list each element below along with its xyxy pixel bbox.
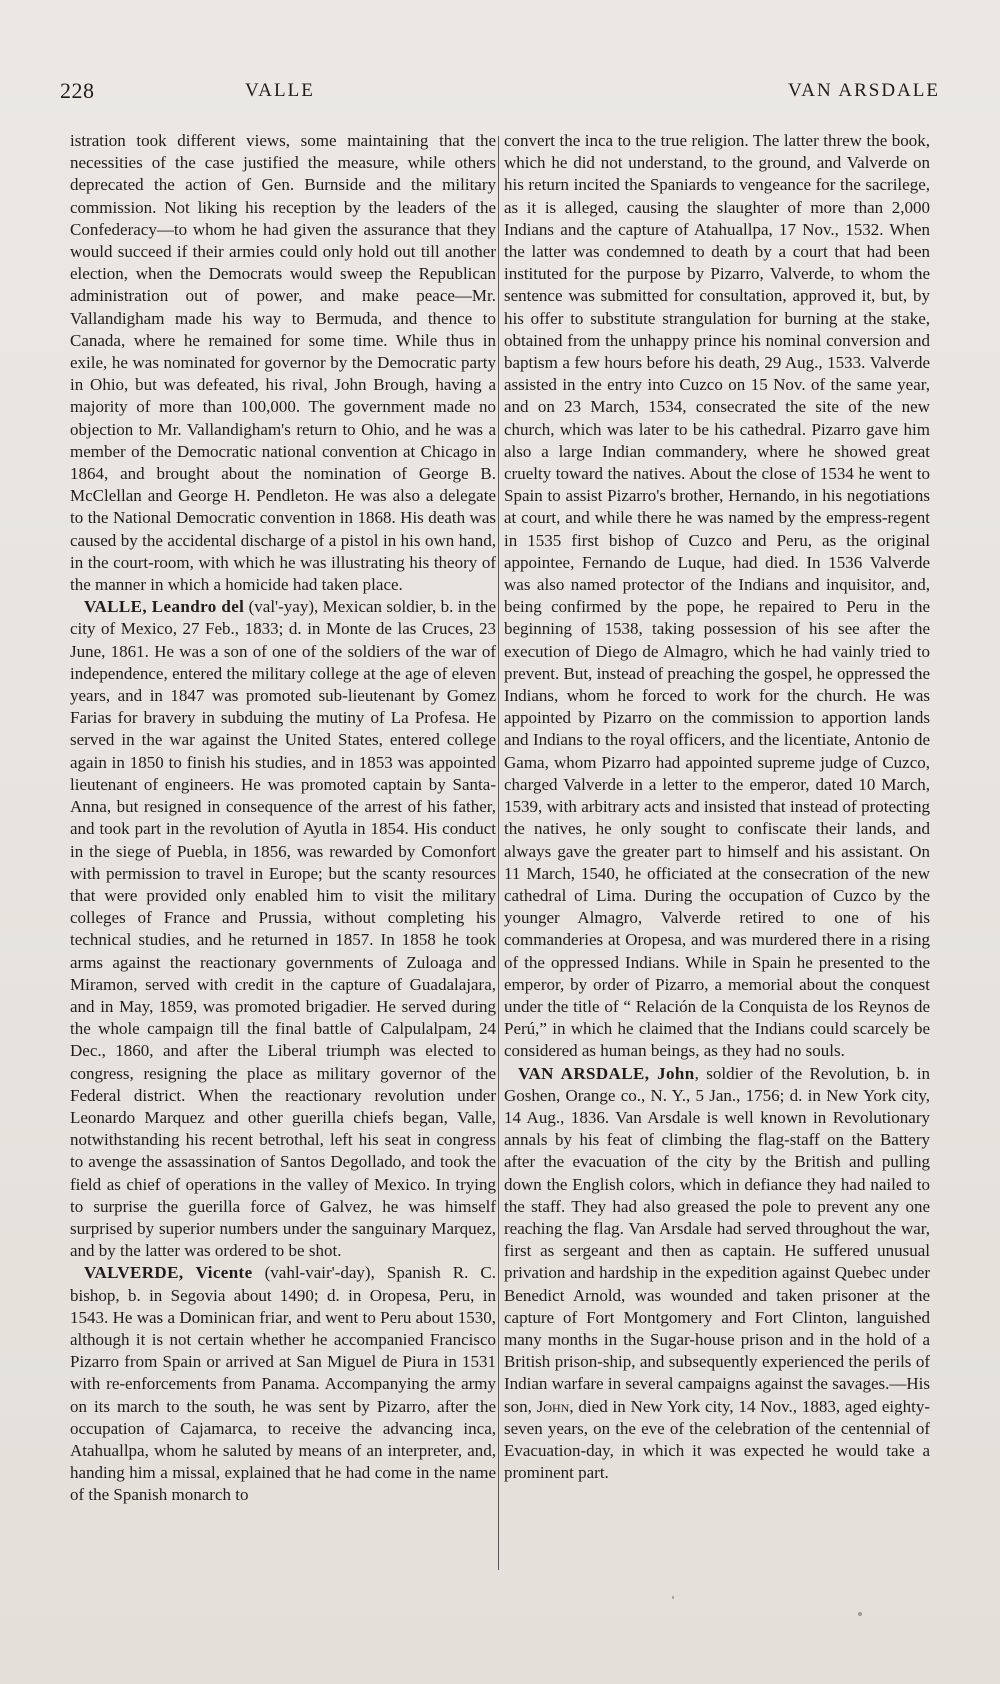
entry-van-arsdale [504, 1063, 930, 1485]
page-header [60, 78, 940, 118]
page-number: 228 [60, 78, 95, 103]
ink-speck [858, 1612, 862, 1616]
ink-speck [672, 1596, 674, 1599]
entry-body-valverde: (vahl-vair'-day), Spanish R. C. bishop, b. in Segovia about 1490; d. in Oropesa, Peru, in 1543. He was a Dominican friar, and went to Peru about 1530, although it is not certain whether he accompanied Francisco Pizarro from Spain or arrived at San Miguel de Piura in 1531 with re-enforcements from Panama. Accompanying the army on its march to the south, he was sent by Pizarro, after the occupation of Cajamarca, to receive the advancing inca, Atahuallpa, whom he saluted by means of an interpreter, and, handing him a missal, explained that he had come in the name of the Spanish monarch to [70, 1263, 497, 1505]
entry-body-valle: (val'-yay), Mexican soldier, b. in the city of Mexico, 27 Feb., 1833; d. in Monte de las Cruces, 23 June, 1861. He was a son of one of the soldiers of the war of independence, entered the military college at the age of eleven years, and in 1847 was promoted sub-lieutenant by Gomez Farias for bravery in subduing the mutiny of La Profesa. He served in the war against the United States, entered college again in 1850 to finish his studies, and in 1853 was appointed lieutenant of engineers. He was promoted captain by Santa-Anna, but resigned in consequence of the arrest of his father, and took part in the revolution of Ayutla in 1854. His conduct in the siege of Puebla, in 1856, was rewarded by Comonfort with permission to travel in Europe; but the scanty resources that were provided only enabled him to visit the military colleges of France and Prussia, without completing his technical studies, and he returned in 1857. In 1858 he took arms against the reactionary governments of Zuloaga and Miramon, served with credit in the capture of Guadalajara, and in May, 1859, was promoted brigadier. He served during the whole campaign till the final battle of Calpulalpam, 24 Dec., 1860, and after the Liberal triumph was elected to congress, resigning the place as military governor of the Federal district. When the reactionary revolution under Leonardo Marquez and other guerilla chiefs began, Valle, notwithstanding his recent betrothal, left his seat in congress to avenge the assassination of Santos Degollado, and took the field as chief of operations in the valley of Mexico. In trying to surprise the guerilla force of Galvez, he was himself surprised by superior numbers under the sanguinary Marquez, and by the latter was ordered to be shot. [70, 597, 496, 1261]
left-column [70, 130, 496, 1507]
entry-valverde [70, 1262, 496, 1506]
entry-head-van-arsdale: VAN ARSDALE, John [518, 1063, 695, 1083]
running-head-left: VALLE [245, 80, 315, 101]
text-columns [70, 130, 950, 1590]
entry-head-valverde: VALVERDE, Vicente [84, 1263, 253, 1283]
valverde-continuation: convert the inca to the true religion. The latter threw the book, which he did not understand, to the ground, and Valverde on his return incited the Spaniards to vengeance for the sacrilege, as it is alleged, causing the slaughter of more than 2,000 Indians and the capture of Atahuallpa, 17 Nov., 1532. When the latter was condemned to death by a court that had been instituted for the purpose by Pizarro, Valverde, to whom the sentence was submitted for consultation, approved it, but, by his offer to substitute strangulation for burning at the stake, obtained from the unhappy prince his nominal conversion and baptism a few hours before his death, 29 Aug., 1533. Valverde assisted in the entry into Cuzco on 15 Nov. of the same year, and on 23 March, 1534, consecrated the site of the new church, which was later to be his cathedral. Pizarro gave him also a large Indian commandery, where he showed great cruelty toward the natives. About the close of 1534 he went to Spain to assist Pizarro's brother, Hernando, in his negotiations at court, and while there he was named by the empress-regent in 1535 first bishop of Cuzco and Peru, as the original appointee, Fernando de Luque, had died. In 1536 Valverde was also named protector of the Indians and inquisitor, and, being confirmed by the pope, he repaired to Peru in the beginning of 1538, taking possession of his see after the execution of Diego de Almagro, which he had vainly tried to prevent. But, instead of preaching the gospel, he oppressed the Indians, whom he forced to work for the church. He was appointed by Pizarro on the commission to apportion lands and Indians to the royal officers, and the licentiate, Antonio de Gama, whom Pizarro had appointed supreme judge of Cuzco, charged Valverde in a letter to the emperor, dated 10 March, 1539, with arbitrary acts and insisted that instead of protecting the natives, he only sought to confiscate their lands, and always gave the greater part to himself and his assistant. On 11 March, 1540, he officiated at the consecration of the new cathedral of Lima. During the occupation of Cuzco by the younger Almagro, Valverde retired to one of his commanderies at Oropesa, and was murdered there in a rising of the oppressed Indians. While in Spain he presented to the emperor, by order of Pizarro, a memorial about the conquest under the title of “ Relación de la Conquista de los Reynos de Perú,” in which he claimed that the Indians could scarcely be considered as human beings, as they had no souls. [504, 131, 930, 1061]
entry-body-van-arsdale-1: , soldier of the Revolution, b. in Goshen, Orange co., N. Y., 5 Jan., 1756; d. in New York city, 14 Aug., 1836. Van Arsdale is well known in Revolutionary annals by his feat of climbing the flag-staff on the Battery after the evacuation of the city by the British and pulling down the English colors, which in defiance they had nailed to the staff. They had also greased the pole to prevent any one reaching the flag. Van Arsdale had served throughout the war, first as sergeant and then as captain. He suffered unusual privation and hardship in the expedition against Quebec under Benedict Arnold, was wounded and taken prisoner at the capture of Fort Montgomery and Fort Clinton, languished many months in the Sugar-house prison and in the hold of a British prison-ship, and subsequently experienced the perils of Indian warfare in several campaigns against the savages.—His son, [504, 1063, 930, 1416]
entry-body-van-arsdale-2: , died in New York city, 14 Nov., 1883, aged eighty-seven years, on the eve of the celebration of the centennial of Evacuation-day, in which it was expected he would take a prominent part. [504, 1396, 930, 1483]
right-column [504, 130, 930, 1484]
vallandigham-continuation: istration took different views, some maintaining that the necessities of the case justified the measure, while others deprecated the action of Gen. Burnside and the military commission. Not liking his reception by the leaders of the Confederacy—to whom he had given the assurance that they would succeed if their armies could only hold out till another election, when the Democrats would sweep the Republican administration out of power, and make peace—Mr. Vallandigham made his way to Bermuda, and thence to Canada, where he remained for some time. While thus in exile, he was nominated for governor by the Democratic party in Ohio, but was defeated, his rival, John Brough, having a majority of more than 100,000. The government made no objection to Mr. Vallandigham's return to Ohio, and he was a member of the Democratic national convention at Chicago in 1864, and brought about the nomination of George B. McClellan and George H. Pendleton. He was also a delegate to the National Democratic convention in 1868. His death was caused by the accidental discharge of a pistol in his own hand, in the court-room, with which he was illustrating his theory of the manner in which a homicide had taken place. [70, 131, 496, 595]
entry-head-valle: VALLE, Leandro del [84, 597, 245, 617]
running-head-right: VAN ARSDALE [787, 80, 940, 101]
entry-son-name: John [536, 1396, 570, 1416]
column-rule [498, 136, 499, 1570]
entry-valle [70, 596, 496, 1262]
